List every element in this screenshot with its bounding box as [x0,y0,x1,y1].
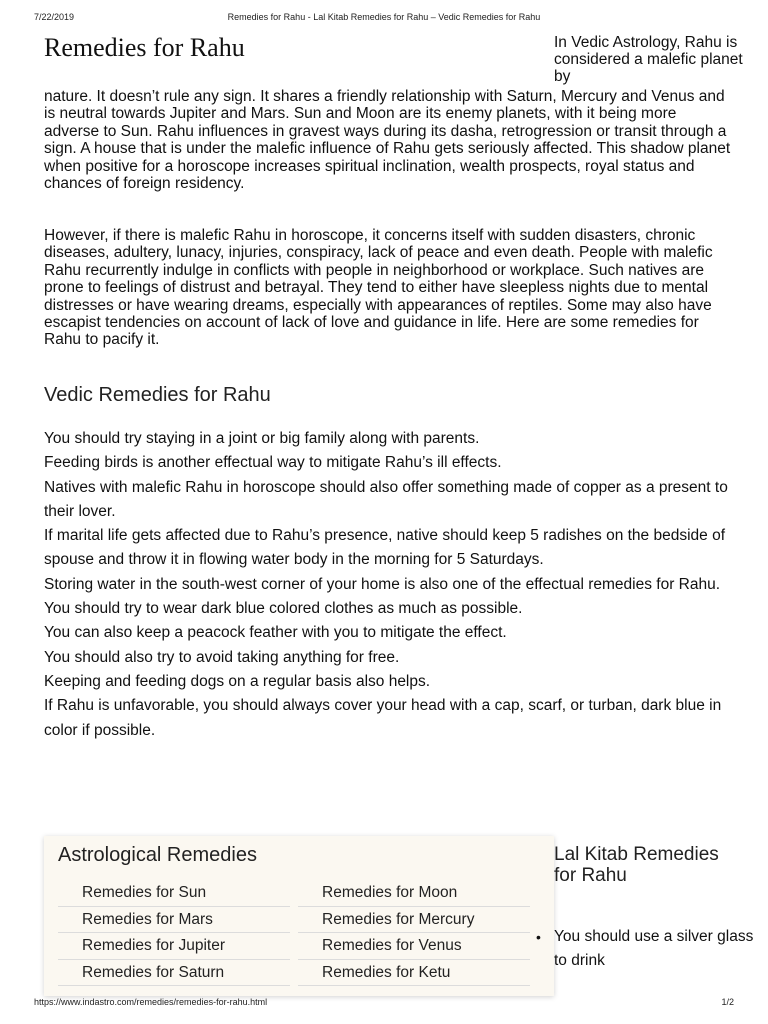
print-date: 7/22/2019 [34,12,75,22]
list-item: Storing water in the south-west corner of your home is also one of the effectual remedies for Rahu. [44,575,721,593]
paragraph-intro: nature. It doesn’t rule any sign. It shares a friendly relationship with Saturn, Mercury and Venus and is neutral towards Jupiter and Mars. Sun and Moon are its enemy planets, with it being more adverse to Sun. Rahu influences in gravest ways during its dasha, retrogression or transit through a sign. A house that is under the malefic influence of Rahu gets seriously affected. This shadow planet when positive for a horoscope increases spiritual inclination, wealth prospects, royal status and chances of foreign residency. [44,88,731,193]
list-item [536,925,754,973]
link-remedies-mars[interactable]: Remedies for Mars [58,907,290,934]
list-item: You should also try to avoid taking anything for free. [44,648,400,666]
list-item: If Rahu is unfavorable, you should always cover your head with a cap, scarf, or turban, dark blue in color if possible. [44,697,722,739]
list-item: Natives with malefic Rahu in horoscope should also offer something made of copper as a present to their lover. [44,478,728,520]
page-number: 1/2 [721,997,734,1007]
link-remedies-jupiter[interactable]: Remedies for Jupiter [58,933,290,960]
article-title: Remedies for Rahu [44,33,245,62]
paragraph-malefic: However, if there is malefic Rahu in horoscope, it concerns itself with sudden disasters, chronic diseases, adultery, lunacy, injuries, conspiracy, lack of peace and even death. People with malefic Rahu recurrently indulge in conflicts with people in neighborhood or workplace. Such natives are prone to feelings of distrust and betrayal. They tend to either have sleepless nights due to mental distresses or have wearing dreams, especially with appearances of reptiles. Some may also have escapist tendencies on account of lack of love and guidance in life. Here are some remedies for Rahu to pacify it. [44,227,713,349]
vedic-remedies-heading: Vedic Remedies for Rahu [44,384,271,406]
intro-text: In Vedic Astrology, Rahu is considered a malefic planet by [554,34,743,85]
vedic-remedies-list [44,427,734,743]
remedies-link-grid [58,880,540,986]
link-remedies-venus[interactable]: Remedies for Venus [298,933,530,960]
link-remedies-saturn[interactable]: Remedies for Saturn [58,960,290,987]
list-item: You should try staying in a joint or big family along with parents. [44,430,480,447]
print-page-title: Remedies for Rahu - Lal Kitab Remedies for Rahu – Vedic Remedies for Rahu [227,12,541,22]
link-remedies-mercury[interactable]: Remedies for Mercury [298,907,530,934]
bullet-icon: • [536,929,541,945]
astrological-remedies-box [44,836,554,996]
link-remedies-sun[interactable]: Remedies for Sun [58,880,290,907]
list-item: Feeding birds is another effectual way to mitigate Rahu’s ill effects. [44,454,502,472]
lal-kitab-heading: Lal Kitab Remedies for Rahu [554,844,719,886]
list-item: Keeping and feeding dogs on a regular basis also helps. [44,672,431,690]
list-item: You can also keep a peacock feather with you to mitigate the effect. [44,624,507,642]
print-url: https://www.indastro.com/remedies/remedies-for-rahu.html [34,997,268,1007]
print-header [0,12,768,26]
lal-kitab-list [536,925,754,973]
list-item-text: You should use a silver glass to drink [554,928,754,969]
link-remedies-ketu[interactable]: Remedies for Ketu [298,960,530,987]
astrological-remedies-heading: Astrological Remedies [58,844,257,866]
list-item: If marital life gets affected due to Rahu’s presence, native should keep 5 radishes on the bedside of spouse and throw it in flowing water body in the morning for 5 Saturdays. [44,527,726,569]
list-item: You should try to wear dark blue colored clothes as much as possible. [44,600,523,618]
link-remedies-moon[interactable]: Remedies for Moon [298,880,530,907]
print-footer [0,997,768,1011]
